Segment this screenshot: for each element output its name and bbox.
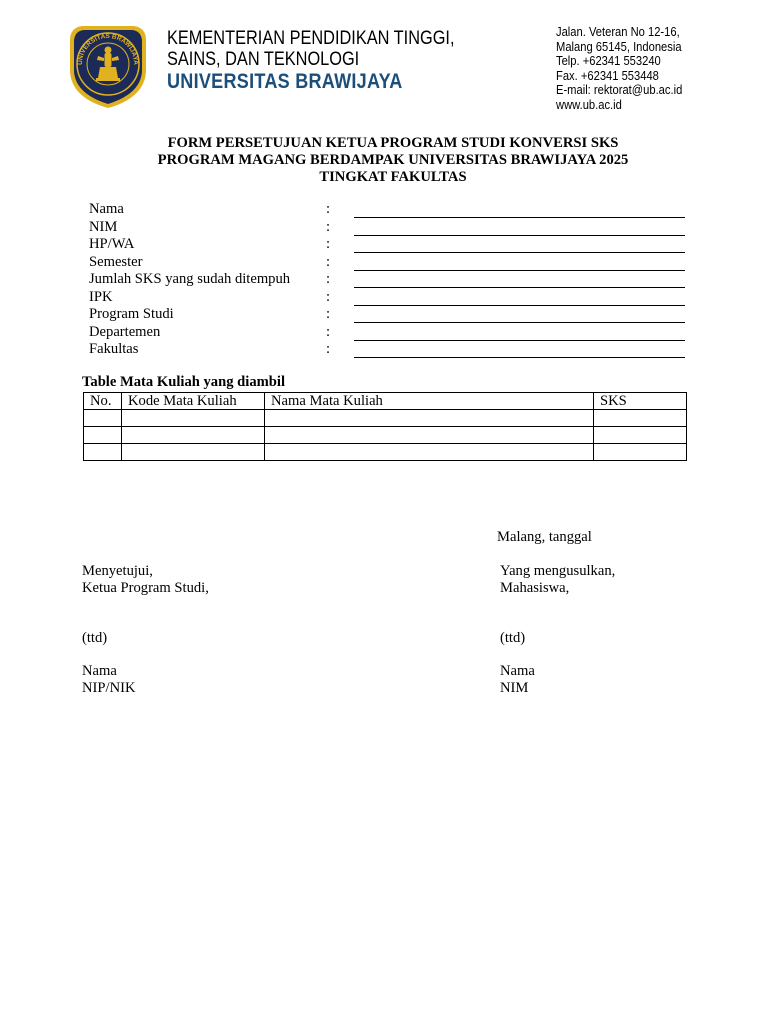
field-label: Nama: [89, 201, 124, 217]
university-name: UNIVERSITAS BRAWIJAYA: [167, 70, 403, 93]
courses-table: [83, 392, 687, 461]
column-header-kode: Kode Mata Kuliah: [122, 393, 265, 410]
proposer-ttd: (ttd): [500, 630, 526, 646]
form-title-line1: FORM PERSETUJUAN KETUA PROGRAM STUDI KONVERSI SKS: [167, 135, 619, 151]
table-cell[interactable]: [594, 427, 687, 444]
address-email[interactable]: E-mail: rektorat@ub.ac.id: [556, 82, 683, 98]
field-colon: :: [326, 271, 331, 287]
proposer-name: Nama: [500, 663, 535, 679]
table-cell[interactable]: [122, 427, 265, 444]
address-fax: Fax. +62341 553448: [556, 67, 659, 83]
ministry-line2: SAINS, DAN TEKNOLOGI: [167, 49, 360, 70]
field-program-studi: [89, 306, 689, 324]
field-nim: [89, 219, 689, 237]
field-nama: [89, 201, 689, 219]
approver-block: [82, 563, 209, 597]
field-colon: :: [326, 201, 331, 217]
table-cell[interactable]: [84, 410, 122, 427]
field-jumlah-sks: [89, 271, 689, 289]
student-info-fields: [89, 201, 689, 359]
university-logo: [62, 20, 154, 110]
field-colon: :: [326, 253, 331, 270]
table-caption: Table Mata Kuliah yang diambil: [82, 374, 286, 390]
field-colon: :: [326, 288, 331, 305]
form-title-line2: PROGRAM MAGANG BERDAMPAK UNIVERSITAS BRAWIJAYA 2025: [157, 152, 629, 168]
field-label: HP/WA: [89, 236, 135, 252]
field-hp-wa: [89, 236, 689, 254]
table-cell[interactable]: [122, 410, 265, 427]
place-date: Malang, tanggal: [497, 529, 592, 545]
field-ipk: [89, 289, 689, 307]
field-colon: :: [326, 236, 331, 252]
table-cell[interactable]: [122, 444, 265, 461]
table-cell[interactable]: [265, 444, 594, 461]
proposer-line2: Mahasiswa,: [500, 580, 570, 596]
proposer-block: [500, 563, 615, 597]
table-cell[interactable]: [265, 427, 594, 444]
table-cell[interactable]: [84, 444, 122, 461]
field-colon: :: [326, 323, 331, 340]
form-title: [0, 135, 768, 186]
column-header-sks: SKS: [594, 393, 687, 410]
table-header-row: [84, 393, 687, 410]
table-row: [84, 410, 687, 427]
table-cell[interactable]: [594, 444, 687, 461]
approver-line2: Ketua Program Studi,: [82, 580, 209, 596]
field-label: IPK: [89, 288, 113, 305]
approver-ttd: (ttd): [82, 630, 108, 646]
address-website[interactable]: www.ub.ac.id: [556, 96, 622, 112]
logo-ring-text: UNIVERSITAS BRAWIJAYA: [76, 32, 140, 66]
column-header-nama: Nama Mata Kuliah: [265, 393, 594, 410]
table-row: [84, 427, 687, 444]
field-blank-line[interactable]: [354, 357, 685, 358]
approver-id-block: [82, 663, 136, 697]
approver-line1: Menyetujui,: [82, 563, 153, 579]
field-departemen: [89, 324, 689, 342]
address-block: [556, 25, 682, 113]
table-cell[interactable]: [84, 427, 122, 444]
field-colon: :: [326, 218, 331, 235]
ministry-line1: KEMENTERIAN PENDIDIKAN TINGGI,: [167, 28, 455, 49]
address-city: Malang 65145, Indonesia: [556, 38, 682, 54]
approver-name: Nama: [82, 663, 117, 679]
table-row: [84, 444, 687, 461]
proposer-nim: NIM: [500, 680, 529, 696]
field-label: Fakultas: [89, 341, 139, 357]
field-label: Jumlah SKS yang sudah ditempuh: [89, 271, 291, 287]
field-label: Program Studi: [89, 306, 174, 322]
field-colon: :: [326, 306, 331, 322]
address-phone: Telp. +62341 553240: [556, 53, 661, 69]
field-label: Semester: [89, 253, 143, 270]
address-street: Jalan. Veteran No 12-16,: [556, 24, 680, 39]
form-title-line3: TINGKAT FAKULTAS: [319, 169, 467, 185]
field-colon: :: [326, 341, 331, 357]
field-semester: [89, 254, 689, 272]
table-cell[interactable]: [594, 410, 687, 427]
field-label: Departemen: [89, 323, 161, 340]
approver-nip: NIP/NIK: [82, 680, 136, 696]
field-fakultas: [89, 341, 689, 359]
table-cell[interactable]: [265, 410, 594, 427]
ministry-name: [167, 28, 455, 70]
proposer-id-block: [500, 663, 535, 697]
proposer-line1: Yang mengusulkan,: [500, 563, 616, 579]
column-header-no: No.: [84, 393, 122, 410]
field-label: NIM: [89, 218, 118, 235]
